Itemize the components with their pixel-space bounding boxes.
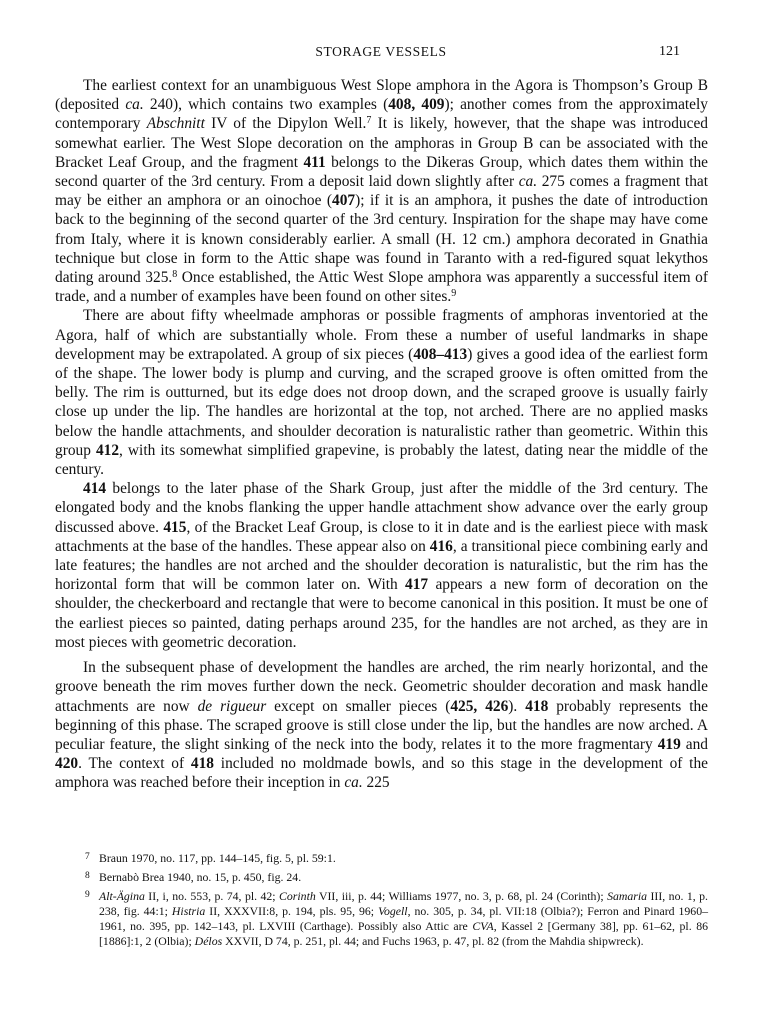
footnote [55,888,708,949]
text-run: , Kassel 2 [Germany 38], pp. 61–62, pl. 86 [1886]:1, 2 (Olbia); [99,919,708,948]
italic-text: Abschnitt [146,115,205,133]
catalog-number: 408–413 [413,345,468,363]
footnote-text [99,851,336,865]
catalog-number: 416 [429,537,453,555]
italic-text: ca. [125,96,144,114]
text-run: , no. 305, p. 34, pl. VII:18 (Olbia?); Ferron and Pinard 1960–1961, no. 395, pp. 142–143, pl. LXVIII (Carthage). Possibly also Attic are [99,904,708,933]
text-run: 240), which contains two examples ( [143,96,389,114]
text-run: . The context of [78,755,191,773]
text-run: It is likely, however, that the shape was introduced somewhat earlier. The West Slope decoration on the amphoras in Group B can be associated with the Bracket Leaf Group, and the fragment [55,115,708,171]
text-run: except on smaller pieces ( [266,697,451,715]
body-text [55,76,708,793]
italic-text: Histria [171,904,206,918]
text-run: belongs to the Dikeras Group, which dates them within the second quarter of the 3rd century. From a deposit laid down slightly after [55,153,708,191]
catalog-number: 420 [55,755,79,773]
text-run: II, i, no. 553, p. 74, pl. 42; [144,889,280,903]
italic-text: Vogell [378,904,408,918]
footnote-number: 8 [85,871,90,881]
text-run: Once established, the Attic West Slope amphora was apparently a successful item of trade, and a number of examples have been found on other sites. [55,269,708,306]
paragraph [55,76,708,306]
page-number: 121 [659,44,680,59]
italic-text: Alt-Ägina [99,889,145,903]
text-run: ); if it is an amphora, it pushes the date of introduction back to the beginning of the second quarter of the 3rd century. Inspiration for the shape may have come from Italy, where it is known considerably earlier. A small (H. 12 cm.) amphora decorated in Gnathia technique but close in form to the Attic shape was found in Taranto with a red-figured squat lekythos dating around 325. [55,192,708,287]
italic-text: ca. [518,173,538,191]
text-run: 225 [362,774,390,792]
catalog-number: 417 [405,576,429,594]
footnote-text [99,870,301,884]
catalog-number: 411 [303,153,326,171]
italic-text: Samaria [607,889,648,903]
text-run: In the subsequent phase of development the handles are arched, the rim nearly horizontal, and the groove beneath the rim moves further down the neck. Geometric shoulder decoration and mask handle attachments are now [55,659,708,715]
italic-text: de rigueur [197,697,267,715]
footnote-text [99,889,708,948]
catalog-number: 425, 426 [450,697,509,715]
italic-text: Délos [194,934,223,948]
italic-text: CVA [472,919,494,933]
text-run: IV of the Dipylon Well. [204,115,367,133]
italic-text: Corinth [279,889,316,903]
footnotes [55,850,708,952]
text-run: VII, iii, p. 44; Williams 1977, no. 3, p. 68, pl. 24 (Corinth); [315,889,608,903]
footnote [55,869,708,885]
text-run: XXVII, D 74, p. 251, pl. 44; and Fuchs 1963, p. 47, pl. 82 (from the Mahdia shipwreck). [222,934,644,948]
catalog-number: 418 [525,697,549,715]
text-run: and [680,735,708,753]
text-run: ) gives a good idea of the earliest form of the shape. The lower body is plump and curving, and the scraped groove is often omitted from the belly. The rim is outturned, but its edge does not droop down, and the scraped groove is usually fairly close up under the lip. The handles are horizontal at the top, not arched. There are no applied masks below the handle attachments, and shoulder decoration is naturalistic rather than geometric. Within this group [55,345,708,459]
paragraph [55,658,708,792]
text-run: II, XXXVII:8, p. 194, pls. 95, 96; [205,904,379,918]
text-run: probably represents the beginning of this phase. The scraped groove is still close under the lip, but the handles are now arched. A peculiar feature, the slight sinking of the neck into the body, relates it to the more fragmentary [55,697,708,753]
footnote-ref: 9 [451,288,457,300]
text-run: appears a new form of decoration on the shoulder, the checkerboard and rectangle that were to become canonical in this position. It must be one of the earliest pieces so painted, dating perhaps around 235, for the handles are not arched, as they are in most pieces with geometric decoration. [55,576,709,651]
catalog-number: 407 [332,192,356,210]
italic-text: ca. [344,774,363,792]
footnote-number: 9 [85,890,90,900]
running-head-title: STORAGE VESSELS [315,44,447,59]
footnote [55,850,708,866]
text-run: , a transitional piece combining early and late features; the handles are not arched and the shoulder decoration is naturalistic, but the rim has the horizontal form that will be common later on. With [55,537,708,594]
text-run: The earliest context for an unambiguous West Slope amphora in the Agora is Thompson’s Group B (deposited [55,77,708,114]
text-run: Braun 1970, no. 117, pp. 144–145, fig. 5, pl. 59:1. [99,851,336,865]
text-run: ); another comes from the approximately contemporary [55,96,708,133]
text-run: , with its somewhat simplified grapevine, is probably the latest, dating near the middle of the century. [55,441,708,479]
text-run: Bernabò Brea 1940, no. 15, p. 450, fig. 24. [99,870,302,884]
catalog-number: 408, 409 [388,96,445,114]
text-run: , of the Bracket Leaf Group, is close to it in date and is the earliest piece with mask attachments at the base of the handles. These appear also on [55,518,708,555]
text-run: included no moldmade bowls, and so this stage in the development of the amphora was reached before their inception in [55,755,708,792]
text-run: belongs to the later phase of the Shark Group, just after the middle of the 3rd century. The elongated body and the knobs flanking the upper handle attachment show advance over the early group discussed above. [55,480,708,536]
footnote-ref: 7 [366,115,372,127]
footnote-number: 7 [85,852,90,862]
running-head [82,44,680,64]
catalog-number: 414 [83,480,107,498]
text-run: III, no. 1, p. 238, fig. 44:1; [99,889,708,918]
text-run: ). [508,697,526,715]
catalog-number: 418 [190,755,214,773]
paragraph [55,306,708,479]
footnote-ref: 8 [172,269,178,281]
paragraph [55,479,708,652]
catalog-number: 419 [657,735,681,753]
text-run: 275 comes a fragment that may be either an amphora or an oinochoe ( [55,173,709,210]
catalog-number: 415 [163,518,187,536]
catalog-number: 412 [95,441,120,459]
text-run: There are about fifty wheelmade amphoras or possible fragments of amphoras inventoried at the Agora, half of which are substantially whole. From these a number of useful landmarks in shape development may be extrapolated. A group of six pieces ( [55,307,708,363]
